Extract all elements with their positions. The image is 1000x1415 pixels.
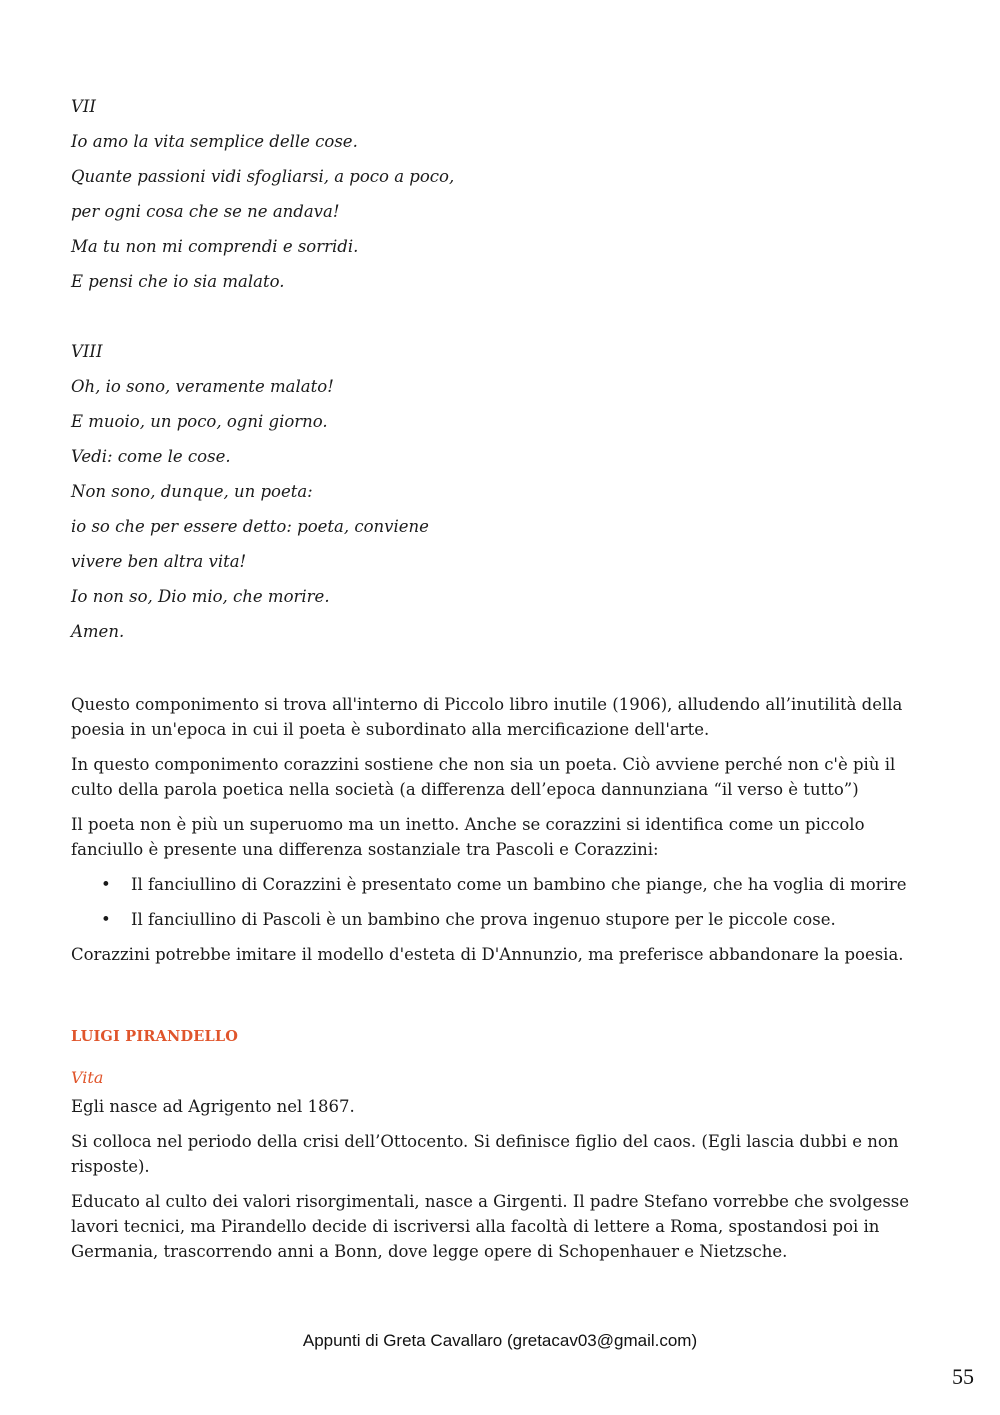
section-title: LUIGI PIRANDELLO	[71, 1028, 239, 1045]
list-item	[71, 872, 931, 897]
commentary-paragraph: In questo componimento corazzini sostiene che non sia un poeta. Ciò avviene perché non c'è più il culto della parola poetica nella società (a differenza dell’epoca dannunziana “il verso è tutto”)	[71, 755, 896, 799]
bio-paragraph: Educato al culto dei valori risorgimentali, nasce a Girgenti. Il padre Stefano vorrebbe che svolgesse lavori tecnici, ma Pirandello decide di iscriversi alla facoltà di lettere a Roma, spostandosi poi in Germania, trascorrendo anni a Bonn, dove legge opere di Schopenhauer e Nietzsche.	[71, 1192, 910, 1261]
poem-line: io so che per essere detto: poeta, conviene	[71, 517, 429, 536]
commentary-paragraph: Il poeta non è più un superuomo ma un inetto. Anche se corazzini si identifica come un piccolo fanciullo è presente una differenza sostanziale tra Pascoli e Corazzini:	[71, 815, 865, 859]
list-item-text: Il fanciullino di Corazzini è presentato come un bambino che piange, che ha voglia di morire	[131, 875, 907, 894]
poem-line: E pensi che io sia malato.	[71, 272, 285, 291]
list-item-text: Il fanciullino di Pascoli è un bambino che prova ingenuo stupore per le piccole cose.	[131, 910, 836, 929]
biography	[71, 1094, 931, 1274]
bio-paragraph: Egli nasce ad Agrigento nel 1867.	[71, 1097, 355, 1116]
bio-paragraph: Si colloca nel periodo della crisi dell’Ottocento. Si definisce figlio del caos. (Egli lascia dubbi e non risposte).	[71, 1132, 899, 1176]
poem	[71, 95, 771, 655]
poem-line: Oh, io sono, veramente malato!	[71, 377, 334, 396]
page-number: 55	[952, 1364, 974, 1389]
poem-line: Quante passioni vidi sfogliarsi, a poco a poco,	[71, 167, 455, 186]
commentary	[71, 692, 931, 977]
poem-line: vivere ben altra vita!	[71, 552, 247, 571]
poem-line: Io amo la vita semplice delle cose.	[71, 132, 358, 151]
comparison-list	[71, 872, 931, 932]
bullet-icon: •	[101, 875, 111, 894]
poem-line: Non sono, dunque, un poeta:	[71, 482, 313, 501]
stanza-numeral: VII	[71, 97, 96, 116]
commentary-closing: Corazzini potrebbe imitare il modello d'esteta di D'Annunzio, ma preferisce abbandonare la poesia.	[71, 945, 904, 964]
poem-line: Amen.	[71, 622, 125, 641]
poem-line: Vedi: come le cose.	[71, 447, 231, 466]
stanza-gap	[71, 305, 771, 340]
poem-line: E muoio, un poco, ogni giorno.	[71, 412, 328, 431]
poem-line: per ogni cosa che se ne andava!	[71, 202, 340, 221]
list-item	[71, 907, 931, 932]
bullet-icon: •	[101, 910, 111, 929]
commentary-paragraph: Questo componimento si trova all'interno di Piccolo libro inutile (1906), alludendo all’inutilità della poesia in un'epoca in cui il poeta è subordinato alla mercificazione dell'arte.	[71, 695, 903, 739]
page-footer: Appunti di Greta Cavallaro (gretacav03@gmail.com)	[302, 1331, 698, 1350]
section-subtitle: Vita	[71, 1068, 104, 1087]
poem-line: Io non so, Dio mio, che morire.	[71, 587, 330, 606]
poem-line: Ma tu non mi comprendi e sorridi.	[71, 237, 359, 256]
stanza-numeral: VIII	[71, 342, 103, 361]
